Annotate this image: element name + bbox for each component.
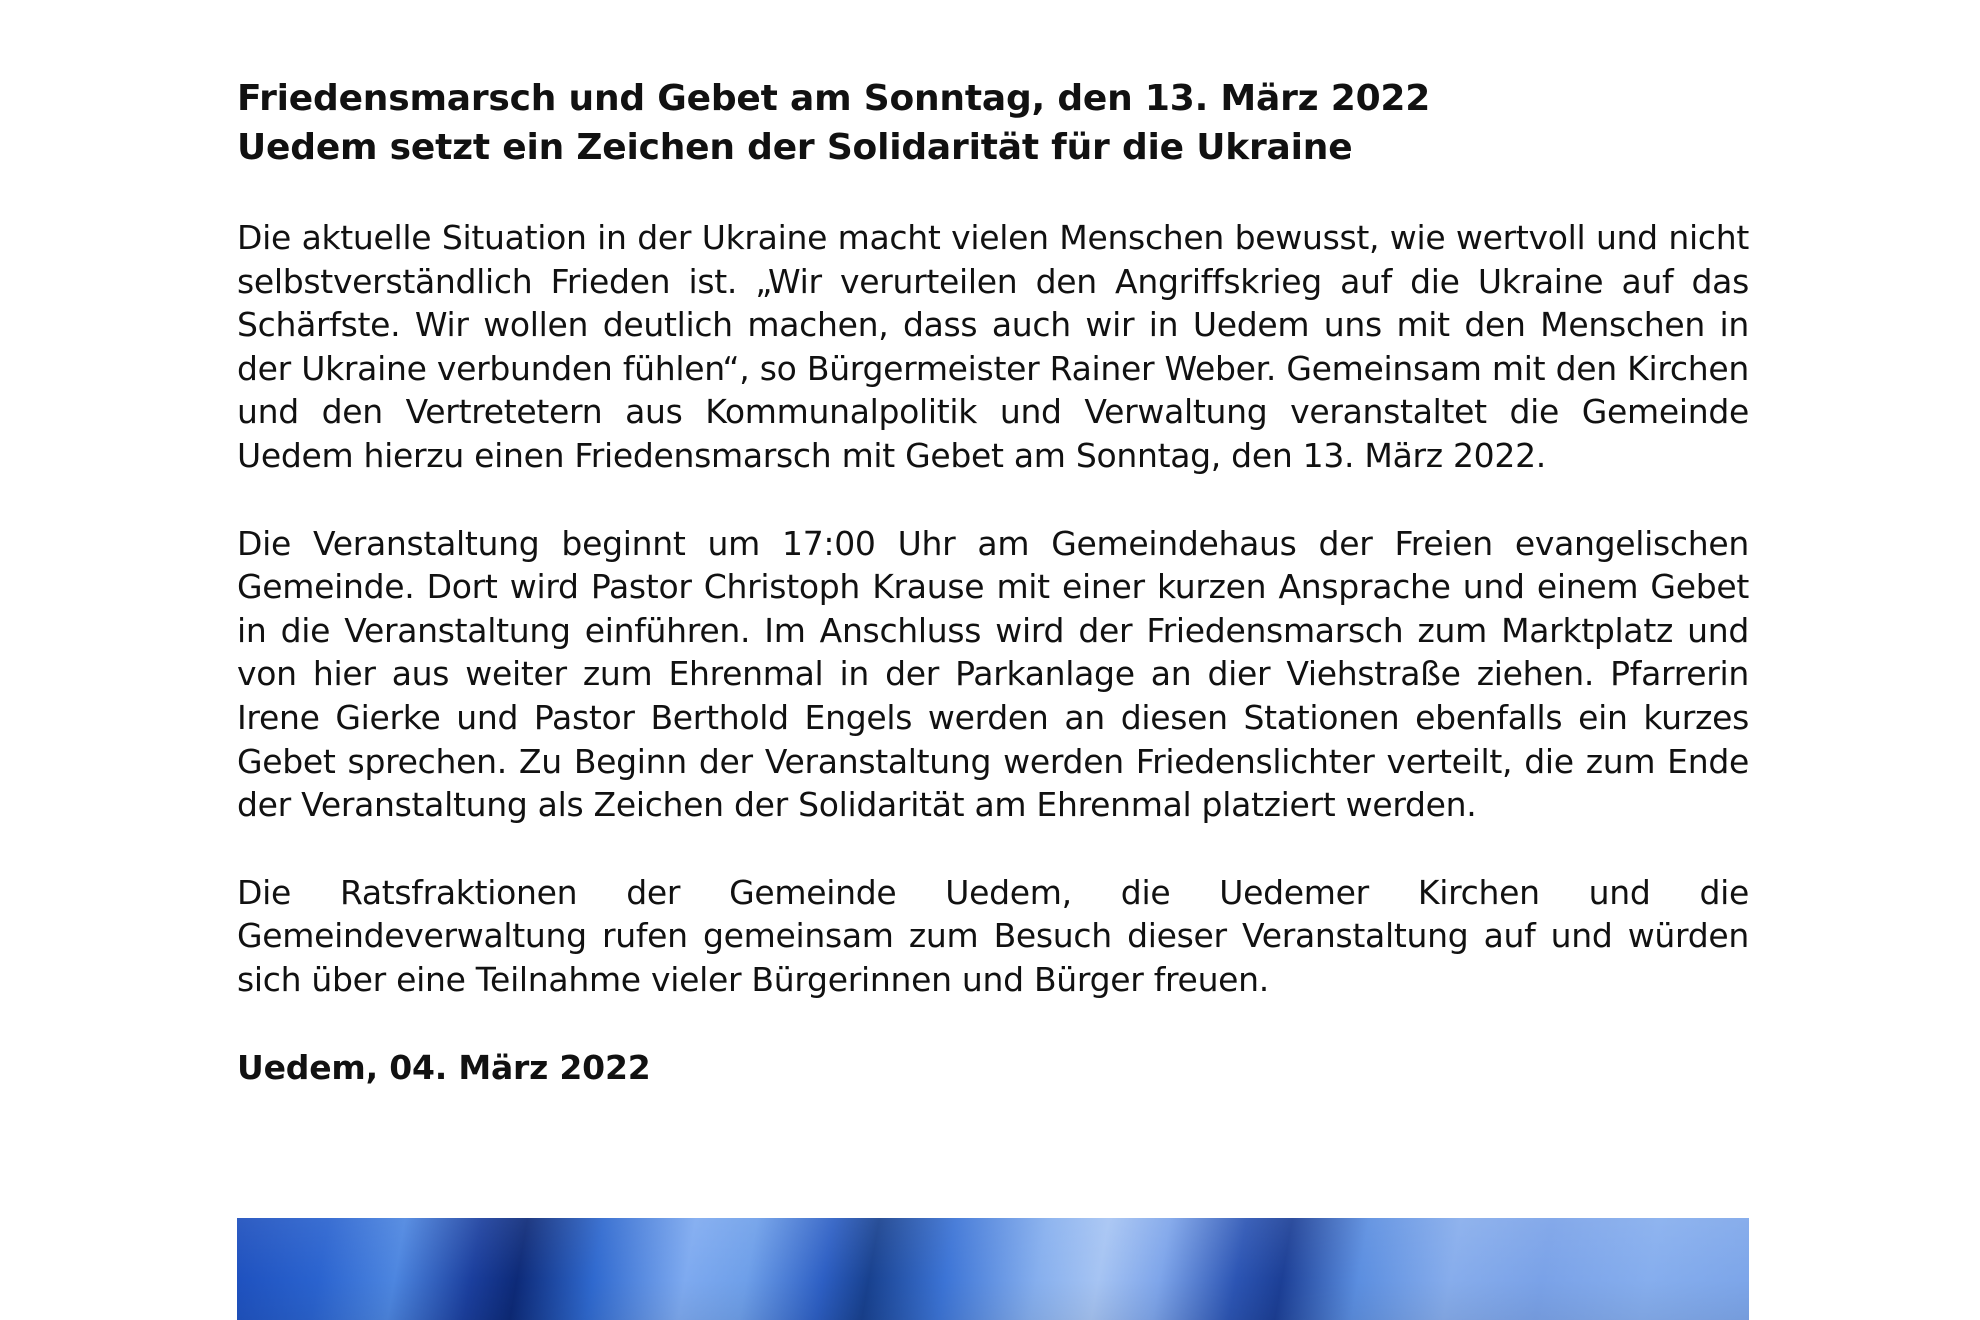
paragraph-3: Die Ratsfraktionen der Gemeinde Uedem, die Uedemer Kirchen und die Gemeindeverwaltung rufen gemeinsam zum Besuch dieser Veranstaltung auf und würden sich über eine Teilnahme vieler Bürgerinnen und Bürger freuen.	[237, 872, 1749, 999]
headline-line-1: Friedensmarsch und Gebet am Sonntag, den 13. März 2022	[237, 78, 1431, 119]
dateline: Uedem, 04. März 2022	[237, 1047, 651, 1087]
document-page	[237, 74, 1749, 1090]
paragraph-1: Die aktuelle Situation in der Ukraine macht vielen Menschen bewusst, wie wertvoll und nicht selbstverständlich Frieden ist. „Wir verurteilen den Angriffskrieg auf die Ukraine auf das Schärfste. Wir wollen deutlich machen, dass auch wir in Uedem uns mit den Menschen in der Ukraine verbunden fühlen“, so Bürgermeister Rainer Weber. Gemeinsam mit den Kirchen und den Vertretetern aus Kommunalpolitik und Verwaltung veranstaltet die Gemeinde Uedem hierzu einen Friedensmarsch mit Gebet am Sonntag, den 13. März 2022.	[237, 218, 1749, 475]
waving-blue-flag-image	[237, 1218, 1749, 1320]
headline	[237, 74, 1749, 172]
paragraph-2: Die Veranstaltung beginnt um 17:00 Uhr am Gemeindehaus der Freien evangelischen Gemeinde. Dort wird Pastor Christoph Krause mit einer kurzen Ansprache und einem Gebet in die Veranstaltung einführen. Im Anschluss wird der Friedensmarsch zum Marktplatz und von hier aus weiter zum Ehrenmal in der Parkanlage an dier Viehstraße ziehen. Pfarrerin Irene Gierke und Pastor Berthold Engels werden an diesen Stationen ebenfalls ein kurzes Gebet sprechen. Zu Beginn der Veranstaltung werden Friedenslichter verteilt, die zum Ende der Veranstaltung als Zeichen der Solidarität am Ehrenmal platziert werden.	[237, 523, 1749, 825]
headline-line-2: Uedem setzt ein Zeichen der Solidarität für die Ukraine	[237, 127, 1353, 168]
